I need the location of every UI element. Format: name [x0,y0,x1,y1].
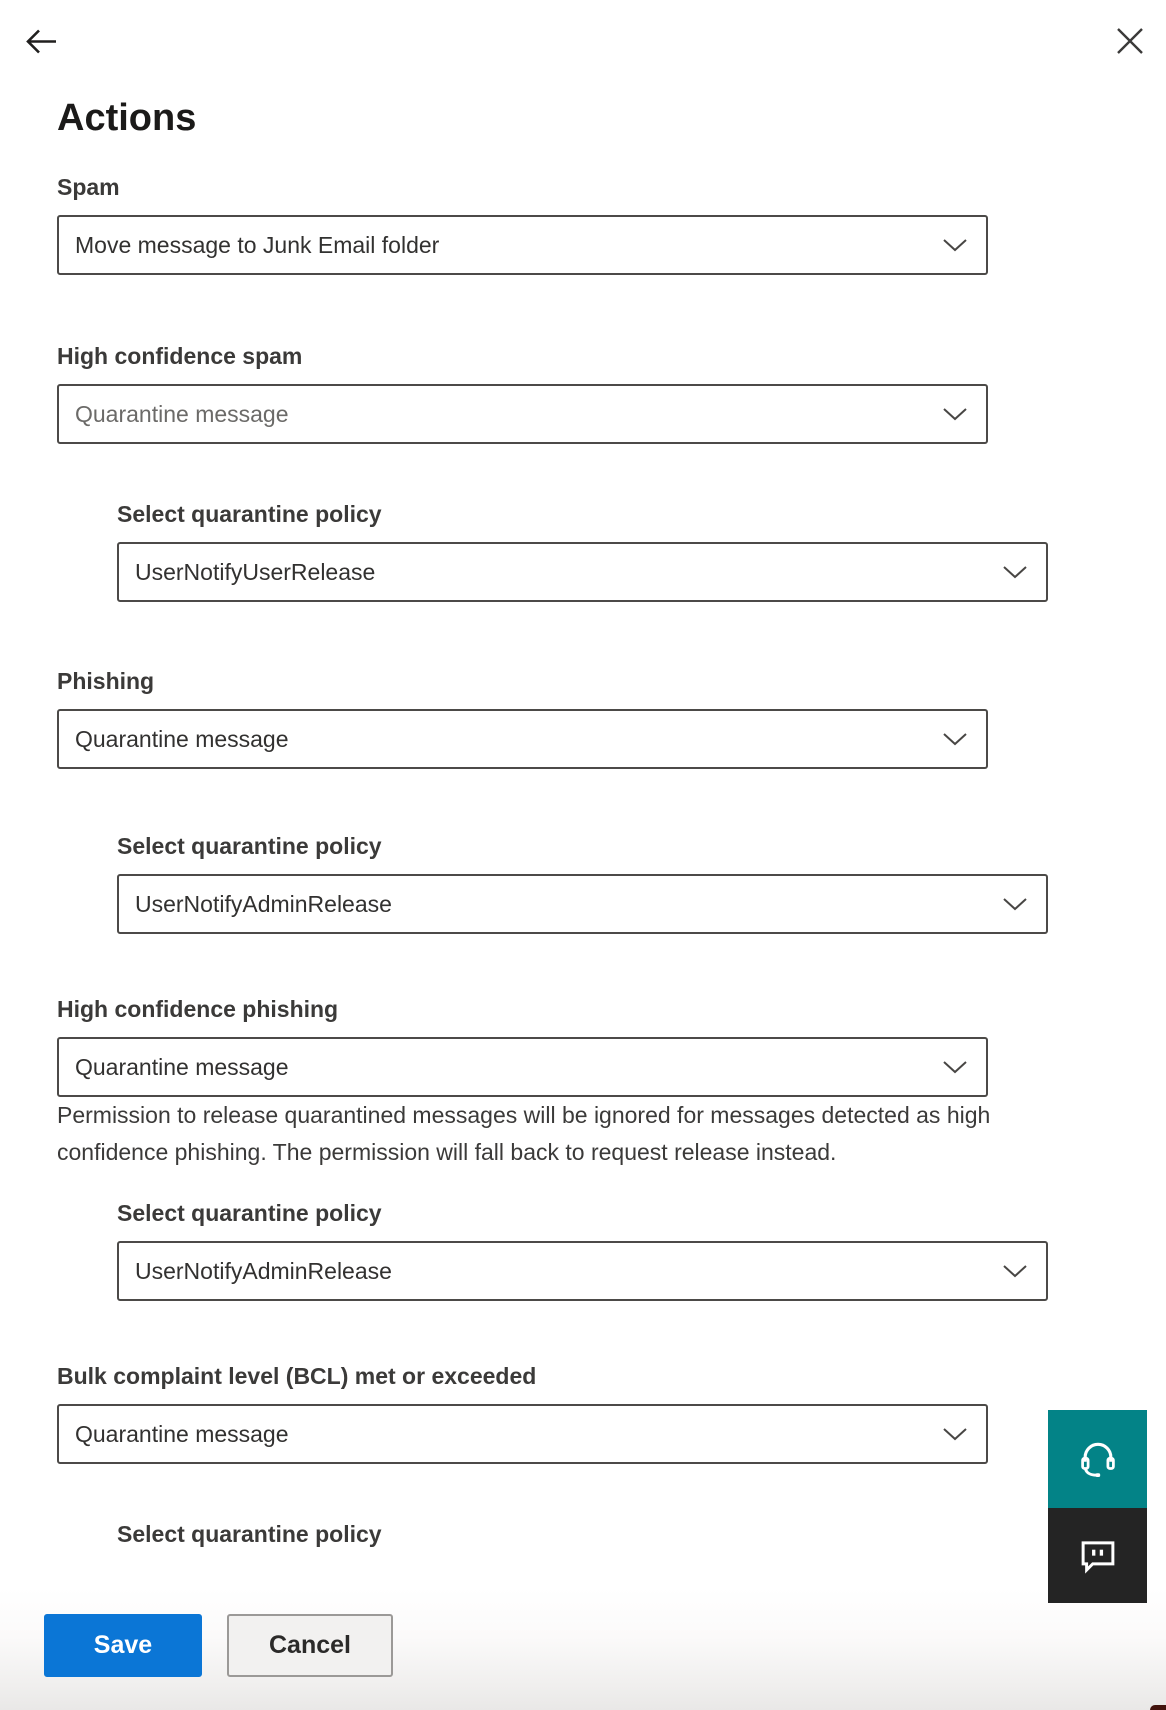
chevron-down-icon [942,732,968,746]
hcp-permission-note: Permission to release quarantined messages will be ignored for messages detected as high confidence phishing. The permission will fall back to request release instead. [57,1102,991,1165]
panel-footer [0,1588,1166,1710]
spam-action-value: Move message to Junk Email folder [75,231,440,258]
feedback-button[interactable] [1048,1508,1147,1603]
chevron-down-icon [1002,897,1028,911]
chevron-down-icon [942,238,968,252]
phishing-action-value: Quarantine message [75,725,289,752]
chevron-down-icon [942,407,968,421]
chevron-down-icon [1002,1264,1028,1278]
phishing-action-dropdown[interactable] [57,709,988,769]
back-button[interactable] [24,24,60,60]
cancel-button[interactable]: Cancel [227,1614,393,1677]
bcl-quarantine-policy-label: Select quarantine policy [117,1521,382,1547]
high-confidence-phishing-action-value: Quarantine message [75,1053,289,1080]
high-confidence-phishing-label: High confidence phishing [57,996,339,1022]
hcs-quarantine-policy-value: UserNotifyUserRelease [135,558,376,585]
arrow-left-icon [24,48,60,63]
bulk-complaint-label: Bulk complaint level (BCL) met or exceeded [57,1363,537,1389]
bulk-complaint-action-value: Quarantine message [75,1420,289,1447]
chevron-down-icon [942,1060,968,1074]
bulk-complaint-action-dropdown[interactable] [57,1404,988,1464]
high-confidence-spam-action-value: Quarantine message [75,400,289,427]
hcs-quarantine-policy-dropdown[interactable] [117,542,1048,602]
phishing-quarantine-policy-label: Select quarantine policy [117,833,382,859]
corner-artifact [1150,1705,1166,1710]
high-confidence-spam-label: High confidence spam [57,343,303,369]
high-confidence-spam-action-dropdown[interactable] [57,384,988,444]
high-confidence-phishing-action-dropdown[interactable] [57,1037,988,1097]
spam-action-dropdown[interactable] [57,215,988,275]
save-button[interactable]: Save [44,1614,202,1677]
spam-label: Spam [57,174,120,200]
headset-icon [1076,1437,1120,1481]
hcs-quarantine-policy-label: Select quarantine policy [117,501,382,527]
chevron-down-icon [1002,565,1028,579]
hcp-quarantine-policy-label: Select quarantine policy [117,1200,382,1226]
phishing-quarantine-policy-dropdown[interactable] [117,874,1048,934]
phishing-quarantine-policy-value: UserNotifyAdminRelease [135,890,392,917]
chevron-down-icon [942,1427,968,1441]
help-support-button[interactable] [1048,1410,1147,1508]
feedback-icon [1077,1535,1119,1577]
actions-panel [57,96,1166,1549]
phishing-label: Phishing [57,668,155,694]
close-icon [1115,44,1145,59]
hcp-quarantine-policy-value: UserNotifyAdminRelease [135,1257,392,1284]
hcp-quarantine-policy-dropdown[interactable] [117,1241,1048,1301]
page-title: Actions [57,97,197,139]
close-button[interactable] [1114,25,1146,57]
